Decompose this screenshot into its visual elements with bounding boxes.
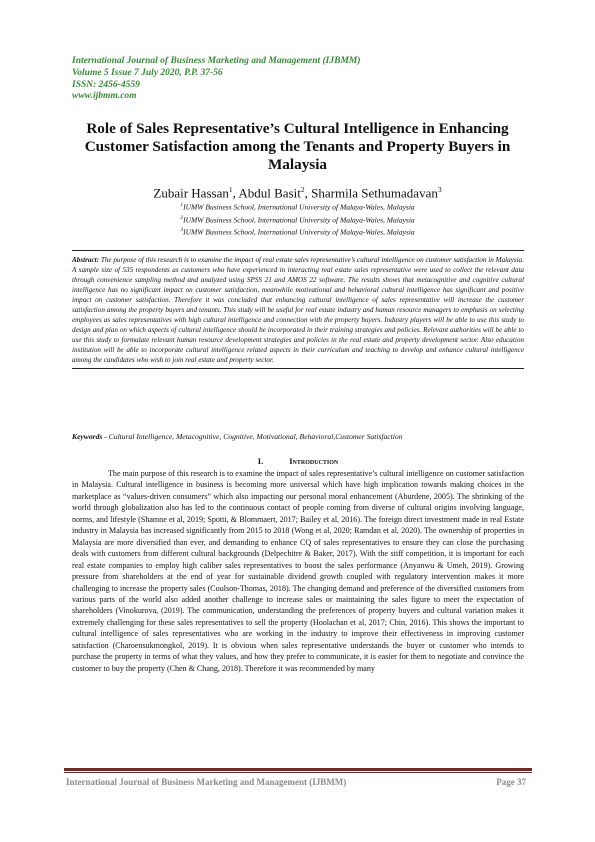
abstract-text: The purpose of this research is to examine the impact of real estate sales representative’s cultural intelligence on customer satisfaction in Malaysia. A sample size of 535 respondents as customers who have experienced in interacting real estate sales representative were used to collect the relevant data through convenience sampling method and analyzed using SPSS 21 and AMOS 22 software. The results shows that metacognitive and cognitive cultural intelligence has no significant impact on customer satisfaction, meanwhile motivational and behavioral cultural intelligence has significant and positive impact on customer satisfaction. Therefore it was concluded that enhancing cultural intelligence of sales representative will increase the customer satisfaction among the property buyers and tenants. This study will be useful for real estate industry and human resource managers to emphasis on selecting employees as sales representatives with high cultural intelligence and connection with the property buyers. Industry players will be able to use this study to design and plan on which aspects of cultural intelligence should be incorporated in their training strategies and policies. Relevant authorities will be able to use this study to formulate relevant human resource development strategies and policies in the real estate and property development sector. Also education institution will be able to incorporate cultural intelligence related aspects in their curriculum and teaching to develop and enhance cultural intelligence among the candidates who wish to join real estate and property sector. — [72, 256, 524, 365]
body-paragraph: The main purpose of this research is to examine the impact of sales representative’s cultural intelligence on customer satisfaction in Malaysia. Cultural intelligence in business is becoming more universal which have high implication towards making choices in the marketplace as “values-driven consumers” which also impacting our personal moral enhancement (Aburdene, 2005). The shrinking of the world through globalization also has led to the continuous contact of people coming from diverse of cultural origins involving language, norms, and lifestyle (Shamne et al, 2019; Spotti, & Blommaert, 2017; Bailey et al, 2016). The foreign direct investment made in real Estate industry in Malaysia has increased significantly from 2015 to 2018 (Wong et al, 2020; Ramdan et al, 2020). The ownership of properties in Malaysia are more diversified than ever, and demanding to enhance CQ of sales representatives to ensure they can close the purchasing deals with customers from different cultural backgrounds (Delpechitre & Baker, 2017). With the stiff competition, it is important for each real estate companies to employ high caliber sales representatives to boost the sales performance (Anyanwu & Umeh, 2019). Growing pressure from shareholders at the end of year for sustainable dividend growth coupled with regulatory intervention makes it more challenging to increase the property sales (Coulson-Thomas, 2018). The changing demand and preference of the diversified customers from various parts of the world also added another challenge to increase sales or maintaining the sales figure to meet the expectation of shareholders (Vinokurova, (2019). The communication, understanding the preferences of property buyers and cultural variation makes it extremely challenging for these sales representatives to sell the property (Hoolachan et al, 2017; Chin, 2016). This shows the important to cultural intelligence of sales representatives who are working in the industry to improve their effectiveness in improving customer satisfaction (Charoensukmongkol, 2019). It is obvious when sales representative understands the buyer or customer who intends to purchase the property in terms of what they values, and how they prefer to communicate, it is easier for them to negotiate and convince the customer to buy the property (Chen & Chang, 2018). Therefore it was recommended by many — [72, 469, 524, 673]
footer-journal: International Journal of Business Marketing and Management (IJBMM) — [66, 777, 347, 787]
author-superscript: 3 — [437, 185, 442, 194]
keywords — [72, 432, 532, 442]
affiliation-text: IUMW Business School, International University of Malaya-Wales, Malaysia — [183, 215, 415, 224]
author-name: Sharmila Sethumadavan — [311, 185, 438, 201]
section-heading — [72, 456, 524, 467]
footer-divider-thin — [64, 772, 532, 773]
affiliation-item — [60, 225, 535, 238]
affiliation-superscript: 3 — [180, 227, 184, 233]
author-list — [60, 182, 535, 200]
affiliation-item — [60, 200, 535, 213]
author-superscript: 2 — [300, 185, 305, 194]
author-superscript: 1 — [228, 185, 233, 194]
affiliation-item — [60, 213, 535, 226]
affiliation-text: IUMW Business School, International University of Malaya-Wales, Malaysia — [183, 202, 415, 212]
keywords-text: Cultural Intelligence, Metacognitive, Cognitive, Motivational, Behavioral,Customer Satisfaction — [108, 432, 403, 441]
author-separator: , — [232, 185, 239, 201]
abstract-label: Abstract: — [72, 256, 99, 264]
affiliation-text: IUMW Business School, International University of Malaya-Wales, Malaysia — [183, 227, 415, 237]
author-name: Zubair Hassan — [153, 185, 229, 201]
journal-issn: ISSN: 2456-4559 — [72, 79, 140, 90]
journal-header — [72, 56, 532, 103]
page-number: Page 37 — [496, 777, 526, 787]
affiliation-list — [60, 200, 535, 238]
journal-name: International Journal of Business Marketing and Management (IJBMM) — [72, 56, 361, 66]
journal-volume: Volume 5 Issue 7 July 2020, P.P. 37-56 — [72, 67, 223, 78]
paper-title: Role of Sales Representative’s Cultural Intelligence in Enhancing Customer Satisfaction among the Tenants and Property Buyers in Malaysia — [84, 120, 511, 173]
body-text — [72, 468, 524, 674]
keywords-label: Keywords - — [72, 432, 109, 441]
section-number: I. — [257, 456, 264, 466]
author-name: Abdul Basit — [238, 185, 301, 201]
affiliation-superscript: 1 — [180, 202, 184, 208]
journal-website[interactable]: www.ijbmm.com — [72, 91, 137, 102]
author-separator: , — [304, 185, 312, 201]
abstract — [72, 250, 524, 369]
affiliation-superscript: 2 — [180, 214, 184, 221]
section-title: Introduction — [289, 456, 339, 466]
footer-divider — [64, 768, 532, 771]
page-footer — [66, 776, 526, 788]
